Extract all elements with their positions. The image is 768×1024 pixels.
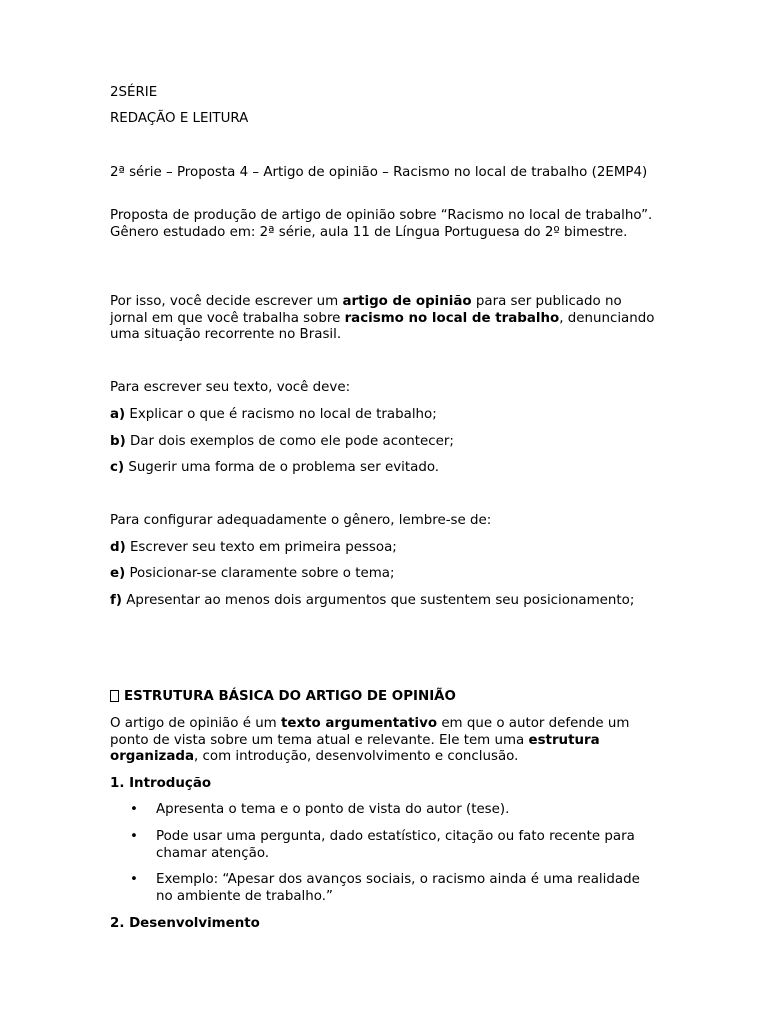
genre-item <box>110 540 660 557</box>
genre-heading: Para configurar adequadamente o gênero, lembre-se de: <box>110 513 492 528</box>
section-title-desenvolvimento <box>110 916 660 933</box>
structure-heading-text: ESTRUTURA BÁSICA DO ARTIGO DE OPINIÃO <box>124 689 456 704</box>
missing-glyph-icon <box>110 690 119 702</box>
intro-text-2: para ser publicado no jornal em que você trabalha sobre <box>110 294 622 326</box>
task-letter: b) <box>110 434 126 449</box>
task-item <box>110 460 660 477</box>
bullet-dot-icon: • <box>130 802 138 817</box>
intro-text-1: Por isso, você decide escrever um <box>110 294 343 309</box>
proposal-title: 2ª série – Proposta 4 – Artigo de opinião – Racismo no local de trabalho (2EMP4) <box>110 165 648 180</box>
task-text: Explicar o que é racismo no local de trabalho; <box>125 407 437 422</box>
task-text: Dar dois exemplos de como ele pode acontecer; <box>125 434 454 449</box>
section-title-introducao <box>110 776 660 793</box>
task-item <box>110 434 660 451</box>
structure-bold-1: texto argumentativo <box>280 716 438 731</box>
subject-label: REDAÇÃO E LEITURA <box>110 111 249 126</box>
task-text: Sugerir uma forma de o problema ser evitado. <box>124 460 440 475</box>
structure-heading <box>110 689 660 706</box>
genre-item <box>110 566 660 583</box>
task-letter: c) <box>110 460 125 475</box>
bullet-dot-icon: • <box>130 829 138 844</box>
intro-paragraph <box>110 294 660 344</box>
genre-text: Escrever seu texto em primeira pessoa; <box>125 540 397 555</box>
list-item-text: Apresenta o tema e o ponto de vista do autor (tese). <box>156 802 510 817</box>
genre-text: Apresentar ao menos dois argumentos que sustentem seu posicionamento; <box>121 593 635 608</box>
structure-text-2: em que o autor defende um ponto de vista sobre um tema atual e relevante. Ele tem uma <box>110 716 630 748</box>
intro-bold-1: artigo de opinião <box>342 294 472 309</box>
task-letter: a) <box>110 407 126 422</box>
section-title-text: 2. Desenvolvimento <box>110 916 260 931</box>
genre-letter: d) <box>110 540 126 555</box>
structure-text-3: , com introdução, desenvolvimento e conclusão. <box>194 749 519 765</box>
bullet-dot-icon: • <box>130 872 138 887</box>
genre-letter: f) <box>110 593 122 608</box>
section-title-text: 1. Introdução <box>110 776 212 791</box>
intro-text-3: , denunciando uma situação recorrente no Brasil. <box>110 310 655 343</box>
proposal-description: Proposta de produção de artigo de opinião sobre “Racismo no local de trabalho”. Gênero estudado em: 2ª série, aula 11 de Língua Portuguesa do 2º bimestre. <box>110 208 653 240</box>
genre-text: Posicionar-se claramente sobre o tema; <box>125 566 395 581</box>
structure-paragraph <box>110 716 660 766</box>
list-item-text: Pode usar uma pergunta, dado estatístico, citação ou fato recente para chamar atenção. <box>156 829 635 861</box>
genre-item <box>110 593 660 610</box>
intro-bold-2: racismo no local de trabalho <box>344 310 560 326</box>
task-item <box>110 407 660 424</box>
tasks-heading: Para escrever seu texto, você deve: <box>110 380 351 395</box>
grade-label: 2SÉRIE <box>110 85 158 100</box>
structure-bold-2: estrutura organizada <box>110 732 600 765</box>
genre-letter: e) <box>110 566 126 581</box>
structure-text-1: O artigo de opinião é um <box>110 716 281 731</box>
list-item-text: Exemplo: “Apesar dos avanços sociais, o racismo ainda é uma realidade no ambiente de trabalho.” <box>156 872 640 904</box>
